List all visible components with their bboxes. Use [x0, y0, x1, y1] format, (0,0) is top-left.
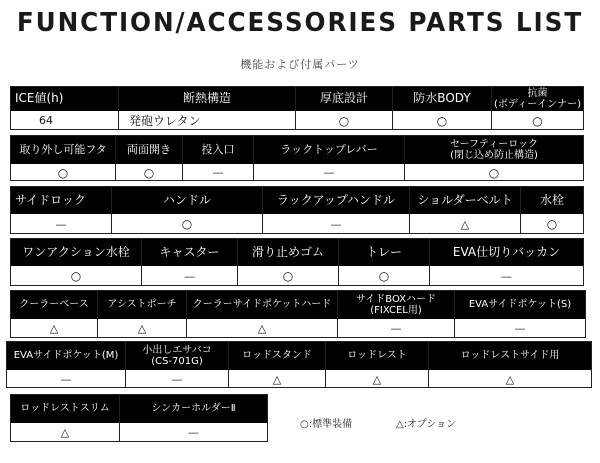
cell-ice-value — [11, 87, 119, 129]
cell-label: ロッドレストスリム — [11, 395, 119, 424]
spec-table-row-5 — [10, 290, 586, 338]
cell-one-action-faucet — [11, 239, 142, 285]
cell-rod-stand — [229, 342, 326, 387]
cell-value: ○ — [296, 112, 392, 129]
cell-assist-pouch — [98, 291, 187, 337]
cell-label: EVAサイドポケット(M) — [7, 342, 125, 371]
cell-antibacterial — [492, 87, 583, 129]
cell-value: ○ — [238, 267, 338, 285]
cell-label: 防水BODY — [393, 87, 491, 112]
cell-value: — — [455, 320, 585, 337]
cell-value: △ — [11, 424, 119, 441]
cell-label: 断熱構造 — [119, 87, 295, 112]
cell-value: — — [120, 424, 267, 441]
cell-handle — [112, 187, 263, 233]
cell-label: ショルダーベルト — [410, 187, 520, 215]
cell-label: 滑り止めゴム — [238, 239, 338, 267]
cell-label: サイドBOXハード (FIXCEL用) — [338, 291, 454, 320]
cell-label: 抗菌 (ボディーインナー) — [494, 87, 582, 110]
cell-value: — — [338, 320, 454, 337]
cell-inlet — [183, 136, 254, 180]
cell-double-open — [116, 136, 183, 180]
cell-label: ロッドレストサイド用 — [429, 342, 591, 371]
cell-label: ラックトップレバー — [254, 136, 404, 165]
cell-value: △ — [410, 215, 520, 233]
cell-label: ラックアップハンドル — [263, 187, 409, 215]
cell-rod-rest-slim — [11, 395, 120, 441]
cell-eva-side-pocket-m — [7, 342, 126, 387]
cell-label: ワンアクション水栓 — [11, 239, 141, 267]
spec-table-row-4 — [10, 238, 584, 286]
spec-table-row-3 — [10, 186, 584, 234]
cell-label: セーフティーロック (閉じ込め防止構造) — [405, 136, 583, 165]
cell-label: EVAサイドポケット(S) — [455, 291, 585, 320]
cell-value: ○ — [492, 112, 583, 129]
cell-label: アシストポーチ — [98, 291, 186, 320]
cell-value: △ — [429, 371, 591, 387]
cell-value: ○ — [521, 215, 583, 233]
cell-value: — — [263, 215, 409, 233]
cell-value: — — [126, 371, 228, 387]
cell-label: ハンドル — [112, 187, 262, 215]
page-title: FUNCTION/ACCESSORIES PARTS LIST — [16, 8, 584, 38]
cell-value: ○ — [339, 267, 429, 285]
cell-thick-bottom — [296, 87, 393, 129]
cell-removable-lid — [11, 136, 116, 180]
cell-eva-partition — [430, 239, 583, 285]
cell-value: — — [430, 267, 583, 285]
cell-value: — — [7, 371, 125, 387]
page-subtitle: 機能および付属パーツ — [240, 58, 360, 71]
cell-faucet — [521, 187, 583, 233]
cell-rod-rest — [326, 342, 429, 387]
cell-value: ○ — [116, 165, 182, 180]
cell-value: ○ — [405, 165, 583, 180]
cell-label: シンカーホルダーⅡ — [120, 395, 267, 424]
cell-value: ○ — [11, 267, 141, 285]
cell-value: △ — [326, 371, 428, 387]
cell-label: 取り外し可能フタ — [11, 136, 115, 165]
cell-cooler-base — [11, 291, 98, 337]
cell-value: △ — [11, 320, 97, 337]
cell-value: ○ — [112, 215, 262, 233]
cell-rack-top-lever — [254, 136, 405, 180]
cell-anti-slip-rubber — [238, 239, 339, 285]
cell-value: — — [11, 215, 111, 233]
cell-waterproof — [393, 87, 492, 129]
cell-side-lock — [11, 187, 112, 233]
cell-caster — [142, 239, 238, 285]
cell-value: 64 — [11, 112, 118, 129]
cell-rod-rest-side — [429, 342, 591, 387]
cell-label: クーラーベース — [11, 291, 97, 320]
cell-side-box-hard — [338, 291, 455, 337]
cell-value: — — [254, 165, 404, 180]
cell-label: サイドロック — [11, 187, 111, 215]
cell-value: △ — [98, 320, 186, 337]
cell-insulation — [119, 87, 296, 129]
cell-value: △ — [229, 371, 325, 387]
cell-value: ○ — [11, 165, 115, 180]
cell-value: — — [142, 267, 237, 285]
spec-table-row-2 — [10, 135, 584, 181]
cell-value: 発砲ウレタン — [119, 112, 295, 129]
legend-standard: ○:標準装備 — [300, 419, 353, 430]
cell-label: EVA仕切りバッカン — [430, 239, 583, 267]
cell-tray — [339, 239, 430, 285]
cell-label: キャスター — [142, 239, 237, 267]
cell-label: 小出しエサバコ (CS-701G) — [126, 342, 228, 371]
spec-table-row-1 — [10, 86, 584, 130]
cell-sinker-holder — [120, 395, 267, 441]
cell-label: 両面開き — [116, 136, 182, 165]
cell-label: 厚底設計 — [296, 87, 392, 112]
cell-label: トレー — [339, 239, 429, 267]
cell-cooler-side-pocket-hard — [187, 291, 338, 337]
cell-label: 投入口 — [183, 136, 253, 165]
cell-label: クーラーサイドポケットハード — [187, 291, 337, 320]
cell-label: 水栓 — [521, 187, 583, 215]
cell-value: — — [183, 165, 253, 180]
legend-option: △:オプション — [396, 419, 457, 430]
cell-label: ロッドスタンド — [229, 342, 325, 371]
cell-bait-box — [126, 342, 229, 387]
spec-table-row-7 — [10, 394, 268, 442]
cell-eva-side-pocket-s — [455, 291, 585, 337]
cell-value: △ — [187, 320, 337, 337]
cell-safety-lock — [405, 136, 583, 180]
cell-shoulder-belt — [410, 187, 521, 233]
cell-label: ロッドレスト — [326, 342, 428, 371]
spec-table-row-6 — [6, 341, 592, 388]
cell-label: ICE値(h) — [11, 87, 118, 112]
cell-value: ○ — [393, 112, 491, 129]
cell-rack-up-handle — [263, 187, 410, 233]
